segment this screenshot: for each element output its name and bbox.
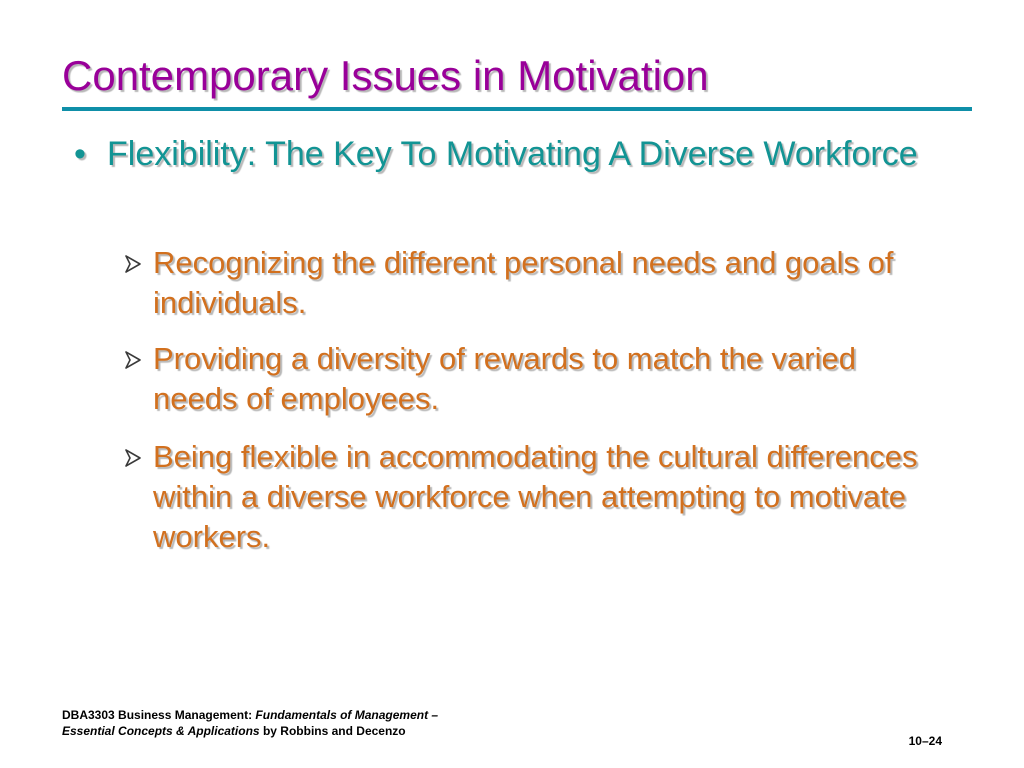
sub-bullet-point: [123, 243, 948, 323]
sub-bullet-point: [123, 339, 948, 419]
sub-bullet-point: [123, 437, 948, 557]
slide-number: 10–24: [908, 734, 942, 748]
footer-book-title-line2: Essential Concepts & Applications: [62, 724, 260, 738]
title-divider: [62, 107, 972, 111]
slide-title: Contemporary Issues in Motivation: [62, 52, 709, 99]
footer-citation: [62, 707, 582, 739]
footer-course: DBA3303 Business Management:: [62, 708, 256, 722]
footer-authors: by Robbins and Decenzo: [259, 724, 406, 738]
main-bullet-text: Flexibility: The Key To Motivating A Diverse Workforce: [107, 135, 918, 173]
arrow-bullet-icon: [123, 350, 143, 370]
footer-book-title-line1: Fundamentals of Management –: [255, 708, 439, 722]
sub-bullet-text: Being flexible in accommodating the cultural differences within a diverse workforce when attempting to motivate workers.: [153, 439, 918, 554]
arrow-bullet-icon: [123, 254, 143, 274]
bullet-icon: •: [74, 135, 86, 173]
sub-bullet-text: Recognizing the different personal needs and goals of individuals.: [153, 245, 894, 320]
arrow-bullet-icon: [123, 448, 143, 468]
main-bullet-point: [62, 133, 942, 175]
sub-bullet-text: Providing a diversity of rewards to match the varied needs of employees.: [153, 341, 856, 416]
